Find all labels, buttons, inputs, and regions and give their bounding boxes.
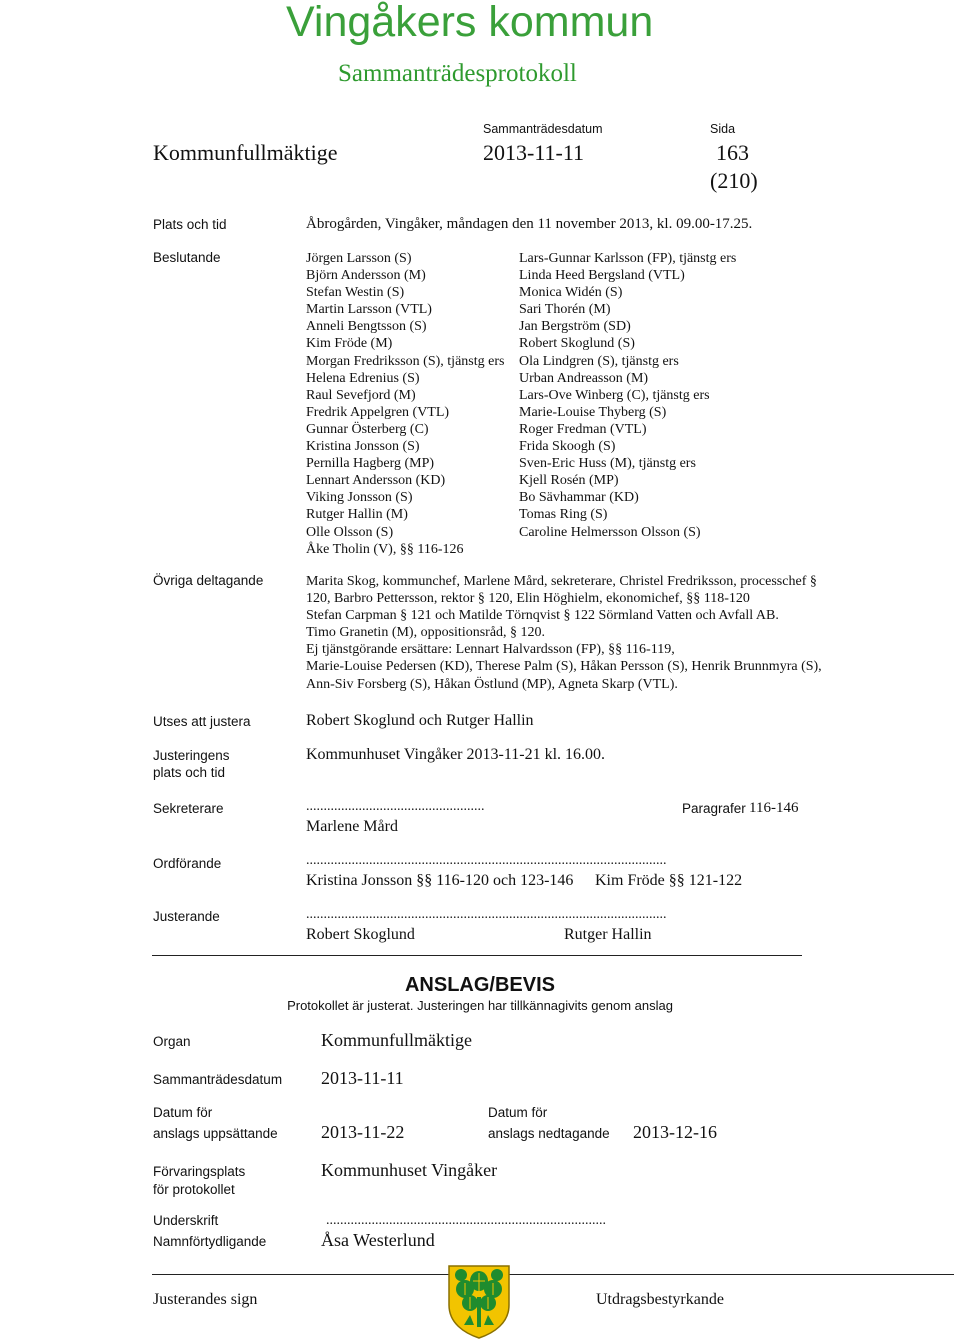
secretary-name: Marlene Mård [306,818,398,835]
deciding-member: Caroline Helmersson Olsson (S) [519,524,701,540]
adjust-place-label-1: Justeringens [153,748,230,763]
paragraphs-label: Paragrafer [682,801,746,816]
coat-of-arms-icon [446,1263,512,1339]
posted-label-2: anslags uppsättande [153,1126,278,1141]
date-header-label: Sammanträdesdatum [483,122,603,136]
notice-signer-name: Åsa Westerlund [321,1230,435,1250]
assembly-name: Kommunfullmäktige [153,140,338,165]
deciding-member: Helena Edrenius (S) [306,370,420,386]
deciding-member: Linda Heed Bergsland (VTL) [519,268,685,284]
notice-signature-line: ................................................................................ [326,1213,606,1228]
deciding-member: Lars-Gunnar Karlsson (FP), tjänstg ers [519,251,737,266]
deciding-member: Kim Fröde (M) [306,336,393,352]
adjust-place-label-2: plats och tid [153,765,226,780]
adjust-label: Utses att justera [153,714,251,729]
deciding-member: Robert Skoglund (S) [519,336,635,352]
section-divider [152,955,802,956]
signature-label-1: Underskrift [153,1213,219,1228]
others-line: Ej tjänstgörande ersättare: Lennart Halvardsson (FP), §§ 116-119, [306,642,675,658]
signature-label-2: Namnförtydligande [153,1234,267,1249]
adjust-place-value: Kommunhuset Vingåker 2013-11-21 kl. 16.00. [306,746,606,763]
others-line: Ann-Siv Forsberg (S), Håkan Östlund (MP), Agneta Skarp (VTL). [306,676,678,692]
deciding-member: Kristina Jonsson (S) [306,439,420,455]
deciding-member: Pernilla Hagberg (MP) [306,456,435,472]
chair-name-2: Kim Fröde §§ 121-122 [595,872,743,889]
removed-value: 2013-12-16 [633,1122,717,1142]
page-total: (210) [710,168,758,193]
storage-label-2: för protokollet [153,1182,235,1197]
adjuster-label: Justerande [153,909,220,924]
deciding-member: Raul Sevefjord (M) [306,387,416,403]
deciding-member: Kjell Rosén (MP) [519,473,619,489]
footer-extract-certification: Utdragsbestyrkande [596,1291,724,1308]
adjust-value: Robert Skoglund och Rutger Hallin [306,712,534,729]
page-number: 163 [716,140,749,165]
place-value: Åbrogården, Vingåker, måndagen den 11 november 2013, kl. 09.00-17.25. [306,216,753,232]
deciding-member: Monica Widén (S) [519,285,623,301]
notice-subtitle: Protokollet är justerat. Justeringen har tillkännagivits genom anslag [287,998,673,1013]
removed-label-1: Datum för [488,1105,548,1120]
deciding-member: Björn Andersson (M) [306,268,426,284]
deciding-member: Åke Tholin (V), §§ 116-126 [306,541,464,557]
others-line: Marita Skog, kommunchef, Marlene Mård, sekreterare, Christel Fredriksson, processchef § [306,574,817,589]
deciding-member: Jan Bergström (SD) [519,319,631,335]
deciding-member: Frida Skoogh (S) [519,439,616,455]
meeting-date: 2013-11-11 [483,140,585,165]
deciding-member: Fredrik Appelgren (VTL) [306,404,450,420]
deciding-member: Jörgen Larsson (S) [306,251,412,266]
deciding-member: Morgan Fredriksson (S), tjänstg ers [306,353,505,369]
footer-divider [152,1274,954,1275]
secretary-label: Sekreterare [153,801,224,816]
deciding-label: Beslutande [153,250,221,265]
footer-adjuster-sign: Justerandes sign [153,1291,258,1308]
deciding-member: Rutger Hallin (M) [306,507,408,523]
deciding-member: Anneli Bengtsson (S) [306,319,427,335]
deciding-member: Sari Thorén (M) [519,302,611,318]
removed-label-2: anslags nedtagande [488,1126,610,1141]
others-line: 120, Barbro Pettersson, rektor § 120, Elin Höghielm, ekonomichef, §§ 118-120 [306,591,750,607]
notice-date-label: Sammanträdesdatum [153,1072,283,1087]
deciding-member: Bo Sävhammar (KD) [519,490,639,506]
deciding-member: Olle Olsson (S) [306,524,394,540]
deciding-member: Viking Jonsson (S) [306,490,413,506]
adjuster-name-1: Robert Skoglund [306,926,415,943]
paragraphs-value: 116-146 [749,800,799,816]
deciding-member: Sven-Eric Huss (M), tjänstg ers [519,456,696,472]
others-line: Timo Granetin (M), oppositionsråd, § 120. [306,625,546,641]
place-label: Plats och tid [153,217,227,232]
deciding-member: Ola Lindgren (S), tjänstg ers [519,353,679,369]
deciding-member: Lars-Ove Winberg (C), tjänstg ers [519,387,710,403]
deciding-member: Gunnar Österberg (C) [306,421,429,437]
deciding-member: Lennart Andersson (KD) [306,473,446,489]
notice-date-value: 2013-11-11 [321,1068,404,1088]
deciding-member: Tomas Ring (S) [519,507,608,523]
storage-label-1: Förvaringsplats [153,1164,246,1179]
deciding-member: Roger Fredman (VTL) [519,421,647,437]
chair-name: Kristina Jonsson §§ 116-120 och 123-146 [306,872,574,889]
others-line: Marie-Louise Pedersen (KD), Therese Palm (S), Håkan Persson (S), Henrik Brunnmyra (S), [306,659,822,675]
secretary-signature-line: ................................................... [306,799,485,814]
municipality-title: Vingåkers kommun [286,0,654,46]
organ-value: Kommunfullmäktige [321,1030,472,1050]
others-text [306,573,822,693]
adjuster-signature-line: ....................................................................................................... [306,907,667,922]
chair-signature-line: ....................................................................................................... [306,853,667,868]
adjuster-name-2: Rutger Hallin [564,926,652,943]
posted-label-1: Datum för [153,1105,213,1120]
deciding-right-column [519,250,736,541]
deciding-member: Marie-Louise Thyberg (S) [519,404,667,420]
organ-label: Organ [153,1034,191,1049]
others-line: Stefan Carpman § 121 och Matilde Törnqvist § 122 Sörmland Vatten och Avfall AB. [306,608,779,624]
deciding-left-column [306,250,504,558]
deciding-member: Stefan Westin (S) [306,285,405,301]
deciding-member: Urban Andreasson (M) [519,370,649,386]
others-label: Övriga deltagande [153,573,264,588]
posted-value: 2013-11-22 [321,1122,405,1142]
document-type: Sammanträdesprotokoll [338,60,577,87]
deciding-member: Martin Larsson (VTL) [306,302,432,318]
storage-value: Kommunhuset Vingåker [321,1160,498,1180]
chair-label: Ordförande [153,856,222,871]
notice-title: ANSLAG/BEVIS [404,974,556,996]
page-header-label: Sida [710,122,736,136]
